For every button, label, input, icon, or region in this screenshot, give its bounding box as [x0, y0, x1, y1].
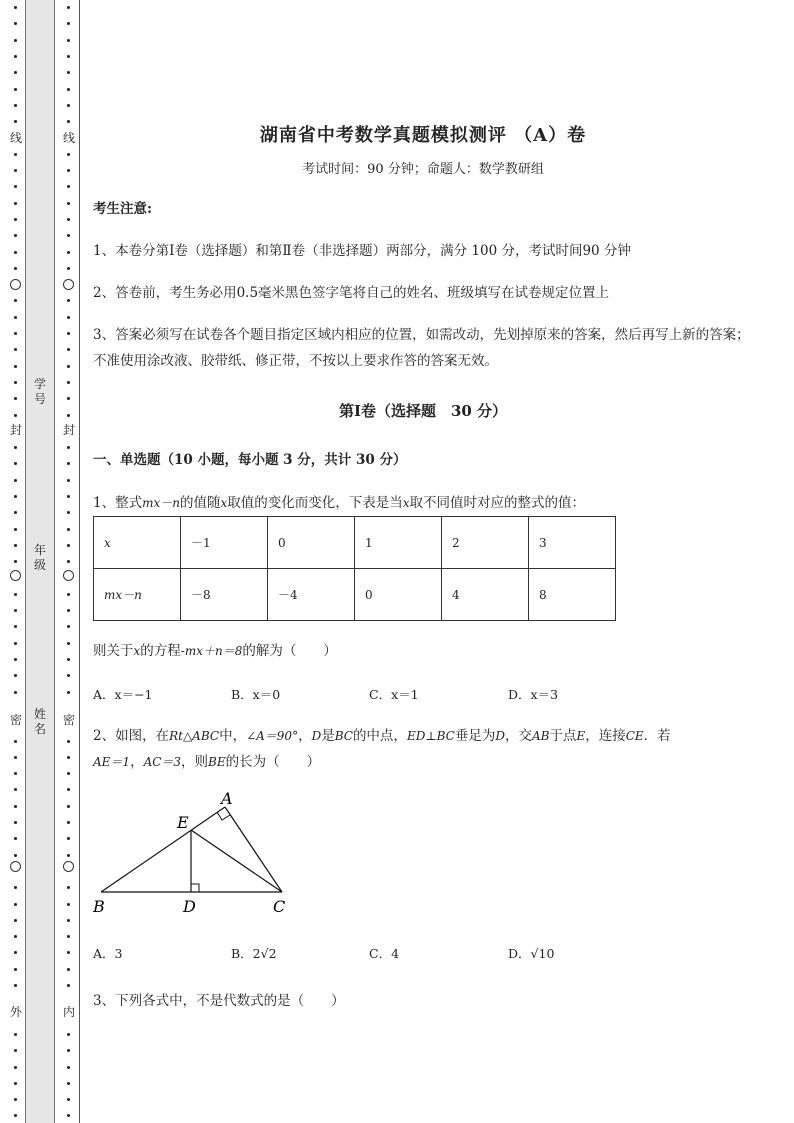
q-text: 1、整式: [93, 495, 143, 511]
q-text: 于点: [549, 728, 577, 744]
dot-mark: [14, 658, 17, 661]
dot-mark: [67, 251, 70, 254]
dot-mark: [67, 1033, 70, 1036]
math-expr: ED⊥BC: [406, 729, 455, 743]
dot-mark: [67, 658, 70, 661]
dot-mark: [14, 71, 17, 74]
option-d[interactable]: D．x＝3: [508, 687, 559, 702]
math-var: E: [576, 729, 586, 743]
q-text: 是: [321, 728, 335, 744]
dot-mark: [14, 479, 17, 482]
math-expr: Rt△ABC: [169, 729, 220, 743]
dot-mark: [14, 772, 17, 775]
dot-mark: [14, 202, 17, 205]
dot-mark: [14, 968, 17, 971]
dot-mark: [67, 479, 70, 482]
math-var: BE: [208, 755, 226, 769]
seal-label: 线: [62, 131, 75, 145]
q-text: 的解为（ ）: [242, 643, 337, 659]
dot-mark: [67, 446, 70, 449]
q-text: ，连接: [585, 728, 626, 744]
table-row: [94, 569, 616, 621]
q-text: ，交: [504, 728, 532, 744]
dot-mark: [67, 234, 70, 237]
dot-mark: [14, 593, 17, 596]
dot-mark: [67, 625, 70, 628]
q-text: ．若: [643, 728, 671, 744]
dot-mark: [67, 837, 70, 840]
q-text: 取值的变化而变化，下表是当: [227, 495, 403, 511]
dot-mark: [67, 348, 70, 351]
circle-icon: [10, 861, 21, 872]
segment-ec: [191, 830, 282, 892]
dot-mark: [14, 104, 17, 107]
dot-mark: [67, 609, 70, 612]
notice-item: 3、答案必须写在试卷各个题目指定区域内相应的位置，如需改动，先划掉原来的答案，然后再写上新的答案；不准使用涂改液、胶带纸、修正带，不按以上要求作答的答案无效。: [93, 327, 750, 369]
dot-mark: [14, 88, 17, 91]
seal-label: 外: [9, 1005, 22, 1019]
dot-mark: [67, 756, 70, 759]
table-cell: 0: [268, 517, 355, 569]
q-text: 取不同值时对应的整式的值：: [409, 495, 586, 511]
dot-mark: [14, 854, 17, 857]
math-var: BC: [334, 729, 353, 743]
dot-mark: [14, 218, 17, 221]
notice-heading: 考生注意:: [93, 201, 152, 217]
dot-mark: [67, 55, 70, 58]
dot-mark: [14, 267, 17, 270]
table-cell: 0: [355, 569, 442, 621]
question-2-options: [93, 944, 753, 964]
dot-mark: [67, 1082, 70, 1085]
option-a[interactable]: A．x＝−1: [93, 687, 153, 702]
dot-mark: [67, 919, 70, 922]
seal-label: 密: [62, 713, 75, 727]
point-label-c: C: [273, 897, 286, 916]
page-title: 湖南省中考数学真题模拟测评 （A）卷: [259, 125, 587, 146]
dot-mark: [14, 821, 17, 824]
dot-mark: [67, 495, 70, 498]
table-cell: mx－n: [94, 569, 181, 621]
dot-mark: [67, 267, 70, 270]
seal-label: 线: [9, 131, 22, 145]
point-label-e: E: [177, 813, 189, 832]
point-label-a: A: [221, 789, 233, 808]
part-heading: 一、单选题（10 小题，每小题 3 分，共计 30 分）: [93, 452, 407, 468]
notice-item: 2、答卷前，考生务必用0.5毫米黑色签字笔将自己的姓名、班级填写在试卷规定位置上: [93, 285, 610, 301]
page-border-line: [79, 0, 80, 1123]
name-label: 姓名: [33, 707, 46, 736]
circle-icon: [10, 570, 21, 581]
question-1-stem: [93, 638, 753, 664]
dot-mark: [67, 935, 70, 938]
math-var: AB: [531, 729, 550, 743]
section-title: 第Ⅰ卷（选择题 30 分）: [338, 402, 508, 420]
q-text: 中，: [219, 728, 247, 744]
dot-mark: [67, 788, 70, 791]
dot-mark: [67, 397, 70, 400]
dot-mark: [14, 951, 17, 954]
dot-mark: [14, 788, 17, 791]
dot-mark: [67, 218, 70, 221]
triangle-figure: [93, 785, 313, 920]
dot-mark: [14, 332, 17, 335]
option-b[interactable]: B．2√2: [231, 946, 277, 961]
dot-mark: [67, 153, 70, 156]
table-cell: 2: [442, 517, 529, 569]
dot-mark: [67, 691, 70, 694]
dot-mark: [14, 185, 17, 188]
question-1: [93, 490, 753, 516]
dot-mark: [14, 1098, 17, 1101]
dot-mark: [67, 1098, 70, 1101]
dot-mark: [67, 88, 70, 91]
dot-mark: [14, 6, 17, 9]
dot-mark: [67, 185, 70, 188]
student-id-label: 学号: [33, 377, 46, 406]
dot-mark: [67, 1066, 70, 1069]
dot-mark: [67, 854, 70, 857]
dot-mark: [14, 365, 17, 368]
dot-mark: [14, 674, 17, 677]
table-cell: 8: [529, 569, 616, 621]
dot-mark: [67, 772, 70, 775]
dot-mark: [14, 544, 17, 547]
circle-icon: [63, 570, 74, 581]
q-text: 的值随: [179, 495, 221, 511]
dot-mark: [14, 120, 17, 123]
question-3: 3、下列各式中，不是代数式的是（ ）: [93, 993, 345, 1009]
dot-mark: [14, 1049, 17, 1052]
option-c[interactable]: C．4: [369, 946, 400, 961]
table-cell: －8: [181, 569, 268, 621]
math-var: x: [402, 496, 410, 510]
dot-mark: [67, 71, 70, 74]
dot-mark: [14, 984, 17, 987]
dot-mark: [14, 299, 17, 302]
outer-seal-line: [8, 0, 24, 1123]
inner-seal-line: [61, 0, 77, 1123]
dot-mark: [67, 805, 70, 808]
dot-mark: [14, 446, 17, 449]
math-expr: -mx＋n＝8: [180, 644, 243, 658]
option-b[interactable]: B．x＝0: [231, 687, 281, 702]
notice-item: 1、本卷分第Ⅰ卷（选择题）和第Ⅱ卷（非选择题）两部分，满分 100 分，考试时间90 分钟: [93, 243, 631, 259]
table-cell: 4: [442, 569, 529, 621]
math-var: x: [133, 644, 141, 658]
dot-mark: [67, 299, 70, 302]
q-text: ，: [298, 728, 312, 744]
grade-label: 年级: [33, 543, 46, 572]
dot-mark: [67, 544, 70, 547]
dot-mark: [67, 560, 70, 563]
dot-mark: [14, 642, 17, 645]
dot-mark: [67, 968, 70, 971]
dot-mark: [14, 1033, 17, 1036]
q-text: ，: [130, 754, 144, 770]
dot-mark: [14, 251, 17, 254]
table-cell: －4: [268, 569, 355, 621]
math-var: x: [220, 496, 228, 510]
question-1-options: [93, 685, 753, 705]
table-row: [94, 517, 616, 569]
seal-label: 封: [62, 423, 75, 437]
math-expr: AC＝3: [143, 755, 182, 769]
dot-mark: [14, 691, 17, 694]
dot-mark: [67, 365, 70, 368]
dot-mark: [14, 397, 17, 400]
math-var: CE: [625, 729, 644, 743]
dot-mark: [67, 316, 70, 319]
dot-mark: [67, 1114, 70, 1117]
dot-mark: [14, 1114, 17, 1117]
dot-mark: [14, 886, 17, 889]
dot-mark: [67, 120, 70, 123]
dot-mark: [67, 462, 70, 465]
q-text: ，则: [181, 754, 209, 770]
dot-mark: [14, 414, 17, 417]
dot-mark: [14, 153, 17, 156]
dot-mark: [14, 348, 17, 351]
math-expr: mx－n: [142, 496, 180, 510]
dot-mark: [14, 316, 17, 319]
dot-mark: [67, 511, 70, 514]
seal-label: 封: [9, 423, 22, 437]
dot-mark: [14, 560, 17, 563]
dot-mark: [67, 674, 70, 677]
dot-mark: [67, 593, 70, 596]
dot-mark: [67, 104, 70, 107]
math-var: D: [495, 729, 505, 743]
q-text: 的长为（ ）: [225, 754, 321, 770]
seal-label: 内: [62, 1005, 75, 1019]
option-d[interactable]: D．√10: [508, 946, 555, 961]
table-cell: －1: [181, 517, 268, 569]
value-table: [93, 516, 616, 621]
circle-icon: [63, 861, 74, 872]
dot-mark: [14, 381, 17, 384]
dot-mark: [14, 511, 17, 514]
dot-mark: [67, 202, 70, 205]
dot-mark: [67, 381, 70, 384]
dot-mark: [14, 495, 17, 498]
segment-ba: [101, 807, 225, 892]
dot-mark: [67, 22, 70, 25]
math-var: D: [311, 729, 322, 743]
q-text: 的方程: [140, 643, 181, 659]
option-c[interactable]: C．x＝1: [369, 687, 419, 702]
dot-mark: [67, 414, 70, 417]
table-cell: x: [94, 517, 181, 569]
math-expr: ∠A＝90°: [246, 729, 299, 743]
dot-mark: [67, 6, 70, 9]
dot-mark: [14, 39, 17, 42]
seal-label: 密: [9, 713, 22, 727]
point-label-b: B: [93, 897, 105, 916]
dot-mark: [67, 528, 70, 531]
dot-mark: [14, 625, 17, 628]
q-text: 2、如图，在: [93, 728, 170, 744]
dot-mark: [67, 642, 70, 645]
dot-mark: [14, 22, 17, 25]
dot-mark: [14, 609, 17, 612]
dot-mark: [67, 886, 70, 889]
dot-mark: [14, 169, 17, 172]
dot-mark: [67, 951, 70, 954]
dot-mark: [67, 1049, 70, 1052]
dot-mark: [14, 903, 17, 906]
table-cell: 3: [529, 517, 616, 569]
right-angle-mark-d: [191, 884, 199, 892]
dot-mark: [14, 528, 17, 531]
exam-info: 考试时间：90 分钟；命题人：数学教研组: [302, 162, 544, 177]
dot-mark: [67, 984, 70, 987]
circle-icon: [63, 279, 74, 290]
q-text: 垂足为: [454, 728, 496, 744]
q-text: 则关于: [93, 643, 134, 659]
dot-mark: [14, 919, 17, 922]
dot-mark: [14, 805, 17, 808]
segment-ac: [225, 807, 282, 892]
dot-mark: [14, 1082, 17, 1085]
option-a[interactable]: A．3: [93, 946, 123, 961]
circle-icon: [10, 279, 21, 290]
dot-mark: [67, 903, 70, 906]
dot-mark: [67, 332, 70, 335]
dot-mark: [14, 837, 17, 840]
dot-mark: [14, 756, 17, 759]
dot-mark: [67, 169, 70, 172]
math-expr: AE＝1: [93, 755, 131, 769]
table-cell: 1: [355, 517, 442, 569]
dot-mark: [14, 740, 17, 743]
question-2: [93, 723, 753, 775]
dot-mark: [67, 740, 70, 743]
dot-mark: [67, 39, 70, 42]
dot-mark: [14, 1066, 17, 1069]
dot-mark: [14, 234, 17, 237]
point-label-d: D: [183, 897, 196, 916]
dot-mark: [14, 55, 17, 58]
right-angle-mark-a: [217, 812, 230, 820]
dot-mark: [14, 935, 17, 938]
dot-mark: [14, 462, 17, 465]
q-text: 的中点，: [352, 728, 407, 744]
dot-mark: [67, 821, 70, 824]
